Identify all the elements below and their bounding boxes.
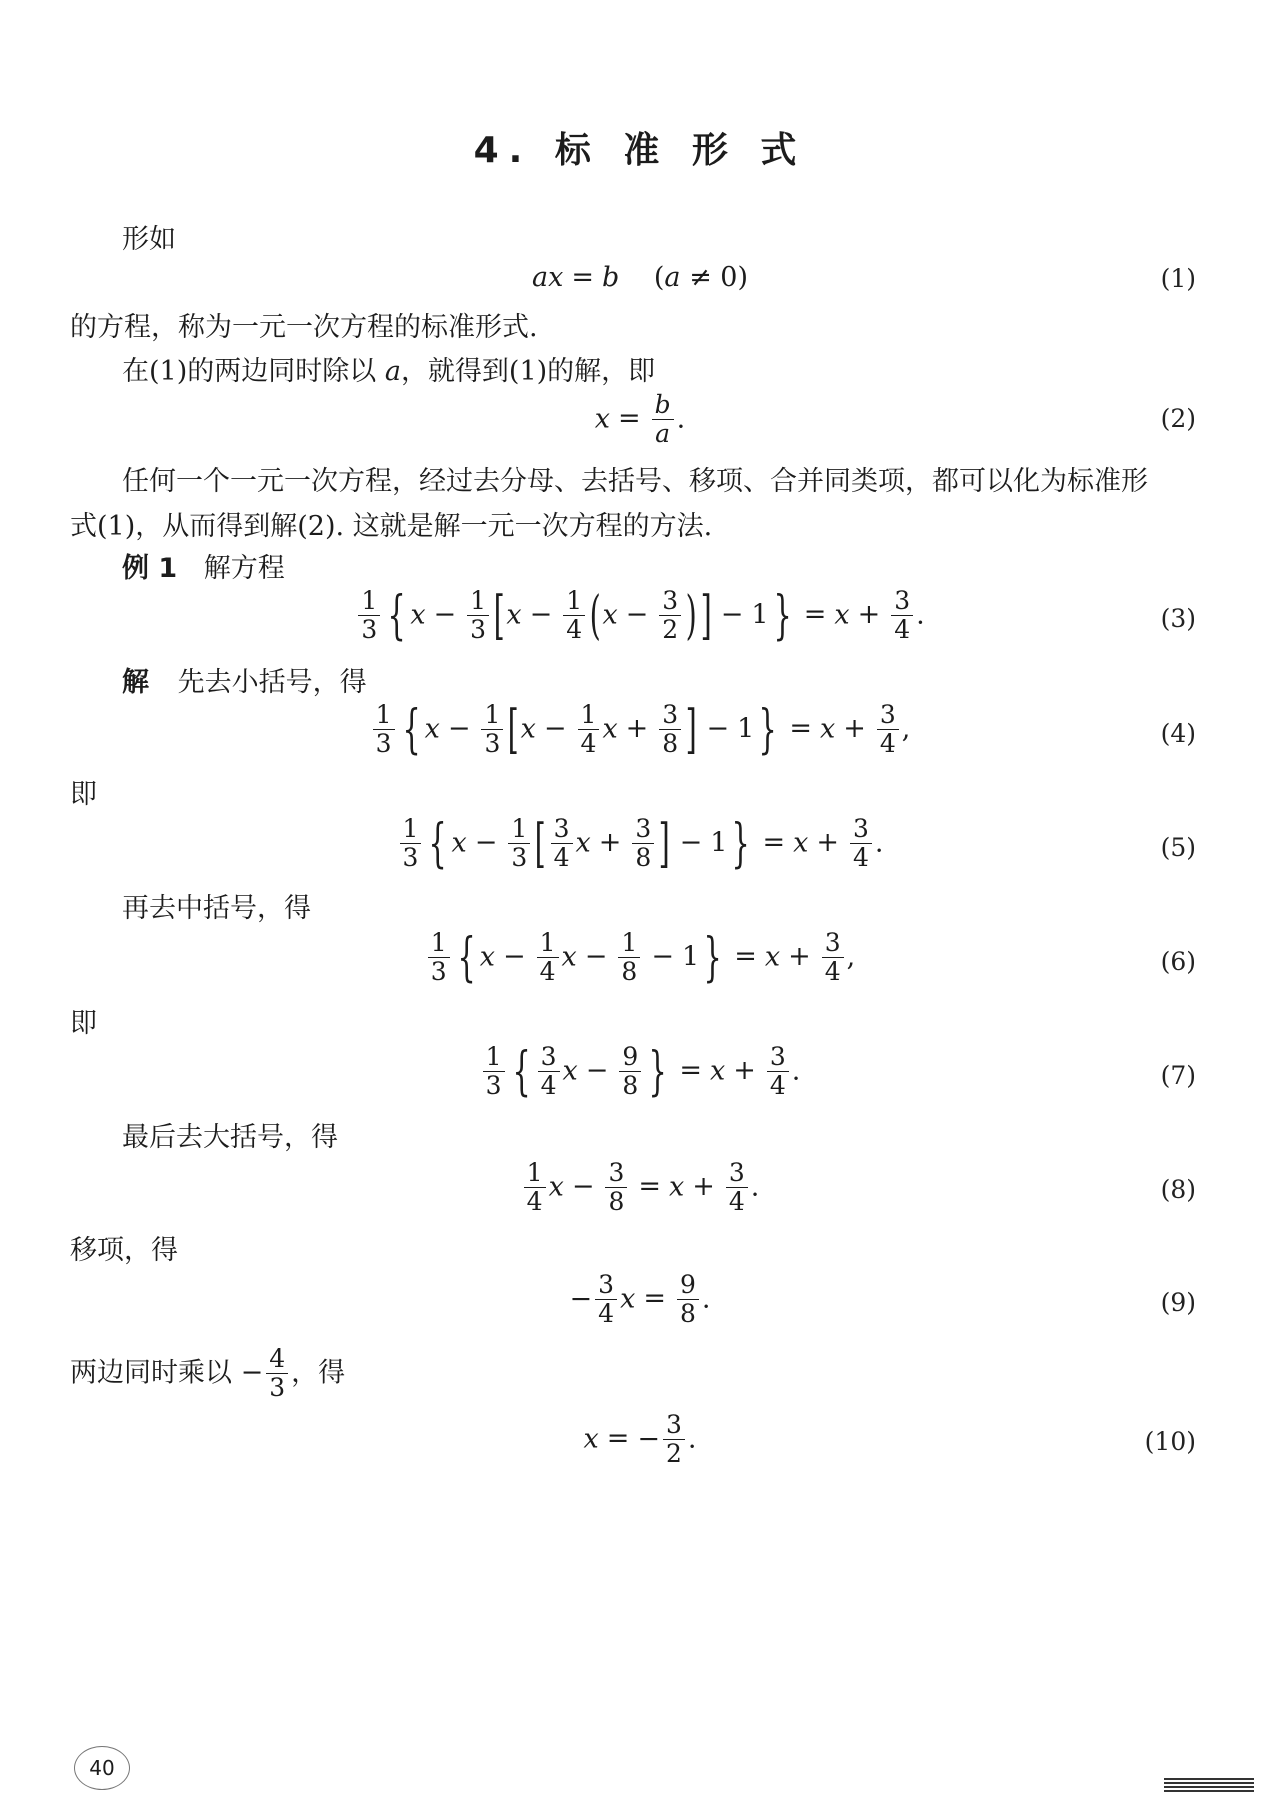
- scan-decoration: [1164, 1778, 1254, 1792]
- equation-number-10: (10): [1144, 1427, 1196, 1456]
- solution-text: 先去小括号，得: [177, 667, 367, 698]
- equation-number-8: (8): [1160, 1175, 1196, 1204]
- paragraph-any-2: 式(1)，从而得到解(2). 这就是解一元一次方程的方法.: [70, 511, 713, 542]
- equation-9: − $\frac{3}{4}$ x = $\frac{9}{8}$ .: [569, 1270, 711, 1329]
- equation-8: $\frac{1}{4}$ x − $\frac{3}{8}$ = x + $\frac{3}{4}$ .: [0, 1160, 1280, 1216]
- solution-label: 解: [122, 667, 149, 698]
- paragraph-divide: 在(1)的两边同时除以 a，就得到(1)的解，即: [122, 356, 656, 387]
- page-number: 40: [74, 1746, 130, 1790]
- example-heading: [122, 547, 285, 591]
- equation-5: $\frac{1}{3}$ { x − $\frac{1}{3}$ [ $\frac{3}{4}$ x + $\frac{3}{8}$ ] − 1} = x + $\frac{3}{4}$ .: [0, 816, 1280, 872]
- paragraph-multiply: 两边同时乘以 − $\frac{4}{3}$ ，得: [70, 1344, 346, 1403]
- equation-number-3: (3): [1160, 604, 1196, 633]
- section-title: 4. 标 准 形 式: [473, 130, 807, 171]
- equation-number-6: (6): [1160, 947, 1196, 976]
- equation-number-9: (9): [1160, 1288, 1196, 1317]
- paragraph-definition: 的方程，称为一元一次方程的标准形式.: [70, 312, 538, 343]
- paragraph-middle-bracket: 再去中括号，得: [122, 893, 311, 924]
- paragraph-ji-2: 即: [70, 1008, 97, 1039]
- equation-3: $\frac{1}{3}$ { x − $\frac{1}{3}$ [x − $\frac{1}{4}$ (x − $\frac{3}{2}$ )] − 1} = x + $\frac{3}{4}$ .: [0, 588, 1280, 644]
- equation-number-5: (5): [1160, 833, 1196, 862]
- equation-4: $\frac{1}{3}$ { x − $\frac{1}{3}$ [x − $\frac{1}{4}$ x + $\frac{3}{8}$ ] − 1} = x + $\frac{3}{4}$ ,: [0, 702, 1280, 758]
- paragraph-move-terms: 移项，得: [70, 1235, 178, 1266]
- example-label: 例 1: [122, 553, 178, 584]
- paragraph-ji-1: 即: [70, 779, 97, 810]
- equation-10: x = − $\frac{3}{2}$ .: [583, 1410, 697, 1469]
- equation-1: ax = b (a ≠ 0): [532, 262, 748, 293]
- solution-heading: [122, 661, 367, 705]
- paragraph-big-bracket: 最后去大括号，得: [122, 1122, 338, 1153]
- paragraph-any-1: 任何一个一元一次方程，经过去分母、去括号、移项、合并同类项，都可以化为标准形: [122, 466, 1148, 497]
- equation-number-4: (4): [1160, 719, 1196, 748]
- equation-number-1: (1): [1160, 264, 1196, 293]
- equation-2: x = $\frac{b}{a}$ .: [594, 390, 686, 449]
- equation-7: $\frac{1}{3}$ { $\frac{3}{4}$ x − $\frac{9}{8}$ } = x + $\frac{3}{4}$ .: [0, 1044, 1280, 1100]
- equation-6: $\frac{1}{3}$ { x − $\frac{1}{4}$ x − $\frac{1}{8}$ − 1} = x + $\frac{3}{4}$ ,: [0, 930, 1280, 986]
- equation-number-7: (7): [1160, 1061, 1196, 1090]
- equation-number-2: (2): [1160, 404, 1196, 433]
- paragraph-xingru: 形如: [122, 224, 176, 255]
- example-text: 解方程: [203, 553, 285, 584]
